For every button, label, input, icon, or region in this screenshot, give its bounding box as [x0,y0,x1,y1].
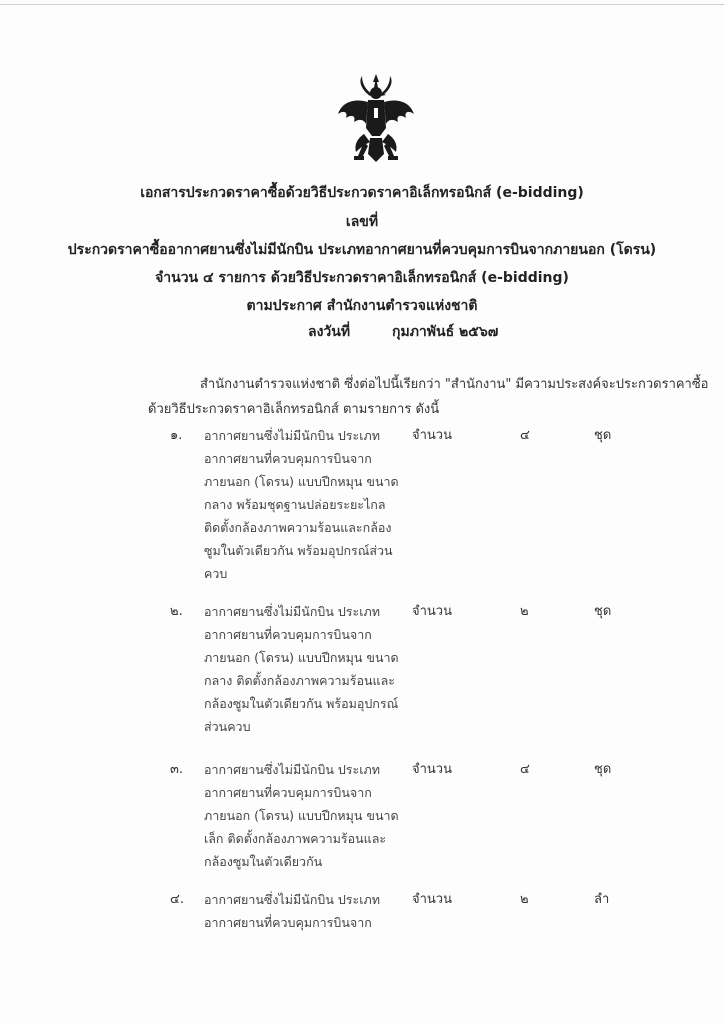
item-description-line: กลาง ติดตั้งกล้องภาพความร้อนและ [204,673,395,688]
item-description-line: ภายนอก (โดรน) แบบปีกหมุน ขนาด [204,650,399,665]
quantity-label: จำนวน [412,604,452,619]
item-description-line: อากาศยานที่ควบคุมการบินจาก [204,915,372,930]
item-description-line: กล้องซูมในตัวเดียวกัน พร้อมอุปกรณ์ [204,696,399,711]
item-number: ๓. [170,762,184,777]
procurement-subject: ประกวดราคาซื้ออากาศยานซึ่งไม่มีนักบิน ประเภทอากาศยานที่ควบคุมการบินจากภายนอก (โดรน) [67,242,657,258]
item-description-line: เล็ก ติดตั้งกล้องภาพความร้อนและ [204,831,387,846]
document-title: เอกสารประกวดราคาซื้อด้วยวิธีประกวดราคาอิเล็กทรอนิกส์ (e-bidding) [140,185,584,201]
quantity-value: ๒ [520,604,529,619]
quantity-label: จำนวน [412,892,452,907]
quantity-unit: ลำ [594,892,610,907]
item-description [204,888,400,934]
quantity-value: ๔ [520,428,530,443]
quantity-value: ๒ [520,892,529,907]
item-description-line: อากาศยานที่ควบคุมการบินจาก [204,627,372,642]
quantity-label: จำนวน [412,762,452,777]
item-description-line: ส่วนควบ [204,719,251,734]
quantity-unit: ชุด [594,604,612,619]
quantity-label: จำนวน [412,428,452,443]
date-value: กุมภาพันธ์ ๒๕๖๗ [392,324,499,340]
item-number: ๔. [170,892,184,907]
scan-edge-line [0,4,724,5]
item-description-line: อากาศยานซึ่งไม่มีนักบิน ประเภท [204,762,380,777]
item-count-line: จำนวน ๔ รายการ ด้วยวิธีประกวดราคาอิเล็กทรอนิกส์ (e-bidding) [155,270,569,286]
item-description-line: อากาศยานซึ่งไม่มีนักบิน ประเภท [204,604,380,619]
item-description [204,600,400,738]
item-description [204,758,400,873]
item-description-line: อากาศยานที่ควบคุมการบินจาก [204,785,372,800]
item-description-line: อากาศยานซึ่งไม่มีนักบิน ประเภท [204,428,380,443]
item-description [204,424,400,585]
item-number: ๑. [170,428,183,443]
item-number: ๒. [170,604,183,619]
item-description-line: กลาง พร้อมชุดฐานปล่อยระยะไกล [204,497,386,512]
item-description-line: อากาศยานที่ควบคุมการบินจาก [204,451,372,466]
date-label: ลงวันที่ [308,324,351,340]
item-description-line: อากาศยานซึ่งไม่มีนักบิน ประเภท [204,892,380,907]
quantity-unit: ชุด [594,428,612,443]
item-description-line: ซูมในตัวเดียวกัน พร้อมอุปกรณ์ส่วน [204,543,393,558]
quantity-value: ๔ [520,762,530,777]
quantity-unit: ชุด [594,762,612,777]
intro-line-1: สำนักงานตำรวจแห่งชาติ ซึ่งต่อไปนี้เรียกว่า "สำนักงาน" มีความประสงค์จะประกวดราคาซื้อ [200,377,709,392]
intro-line-2: ด้วยวิธีประกวดราคาอิเล็กทรอนิกส์ ตามรายการ ดังนี้ [148,402,440,417]
item-description-line: ภายนอก (โดรน) แบบปีกหมุน ขนาด [204,474,399,489]
document-number-label: เลขที่ [345,214,379,230]
item-description-line: กล้องซูมในตัวเดียวกัน [204,854,323,869]
garuda-emblem-icon [336,72,416,168]
item-description-line: ควบ [204,566,228,581]
announcement-reference: ตามประกาศ สำนักงานตำรวจแห่งชาติ [246,298,478,314]
item-description-line: ติดตั้งกล้องภาพความร้อนและกล้อง [204,520,392,535]
item-description-line: ภายนอก (โดรน) แบบปีกหมุน ขนาด [204,808,399,823]
